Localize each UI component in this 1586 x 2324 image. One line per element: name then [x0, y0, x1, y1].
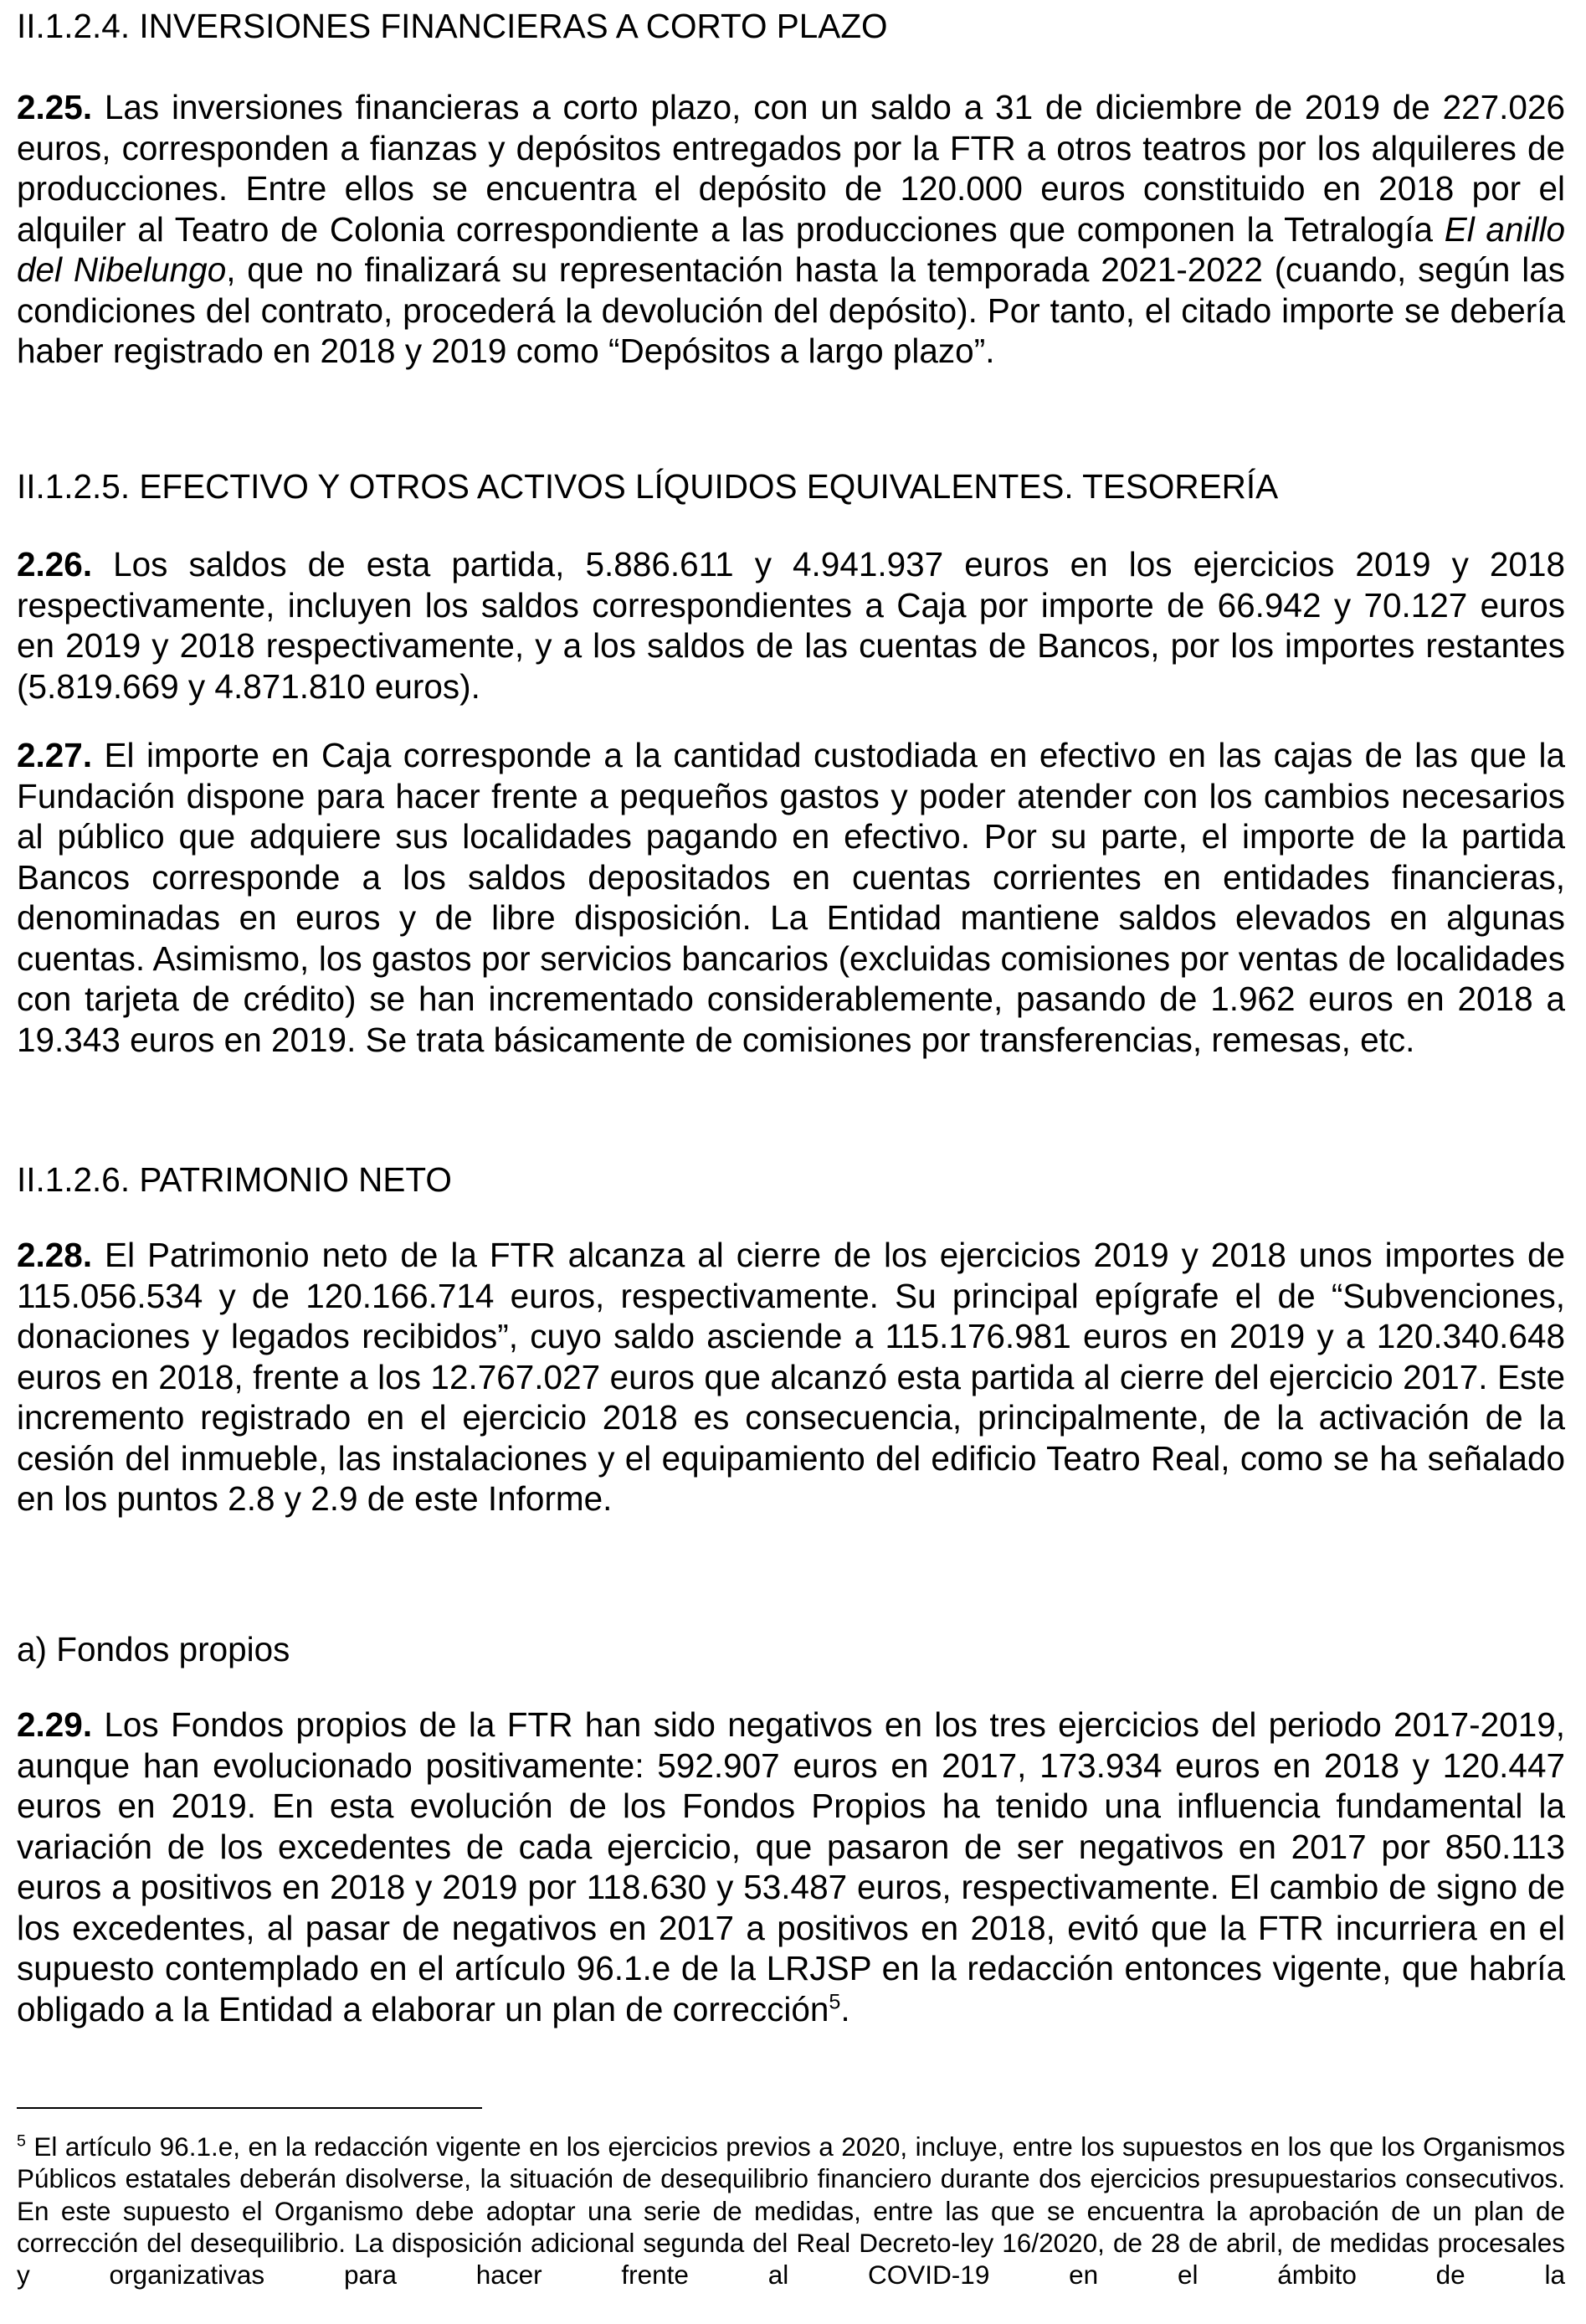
paragraph-2-28: [17, 1235, 1565, 1519]
paragraph-number: 2.25.: [17, 88, 93, 126]
paragraph-text: El importe en Caja corresponde a la cantidad custodiada en efectivo en las cajas de las que la Fundación dispone para hacer frente a pequeños gastos y poder atender con los cambios necesarios al público que adquiere sus localidades pagando en efectivo. Por su parte, el importe de la partida Bancos corresponde a los saldos depositados en cuentas corrientes en entidades financieras, denominadas en euros y de libre disposición. La Entidad mantiene saldos elevados en algunas cuentas. Asimismo, los gastos por servicios bancarios (excluidas comisiones por ventas de localidades con tarjeta de crédito) se han incrementado considerablemente, pasando de 1.962 euros en 2018 a 19.343 euros en 2019. Se trata básicamente de comisiones por transferencias, remesas, etc.: [17, 736, 1565, 1059]
paragraph-number: 2.27.: [17, 736, 93, 774]
paragraph-number: 2.28.: [17, 1236, 93, 1274]
paragraph-2-26: [17, 544, 1565, 707]
paragraph-2-25: [17, 87, 1565, 372]
paragraph-text: , que no finalizará su representación hasta la temporada 2021-2022 (cuando, según las condiciones del contrato, procederá la devolución del depósito). Por tanto, el citado importe se debería haber registrado en 2018 y 2019 como “Depósitos a largo plazo”.: [17, 250, 1566, 370]
paragraph-number: 2.26.: [17, 545, 93, 584]
footnote-mark: 5: [17, 2131, 26, 2151]
heading-efectivo-tesoreria: II.1.2.5. EFECTIVO Y OTROS ACTIVOS LÍQUIDOS EQUIVALENTES. TESORERÍA: [17, 467, 1279, 506]
paragraph-text: Las inversiones financieras a corto plazo, con un saldo a 31 de diciembre de 2019 de 227.026 euros, corresponden a fianzas y depósitos entregados por la FTR a otros teatros por los alquileres de producciones. Entre ellos se encuentra el depósito de 120.000 euros constituido en 2018 por el alquiler al Teatro de Colonia correspondiente a las producciones que componen la Tetralogía: [17, 88, 1565, 249]
footnote-5: [17, 2131, 1565, 2291]
heading-fondos-propios: a) Fondos propios: [17, 1630, 290, 1668]
paragraph-text: El Patrimonio neto de la FTR alcanza al cierre de los ejercicios 2019 y 2018 unos importes de 115.056.534 y de 120.166.714 euros, respectivamente. Su principal epígrafe el de “Subvenciones, donaciones y legados recibidos”, cuyo saldo asciende a 115.176.981 euros en 2019 y a 120.340.648 euros en 2018, frente a los 12.767.027 euros que alcanzó esta partida al cierre del ejercicio 2017. Este incremento registrado en el ejercicio 2018 es consecuencia, principalmente, de la activación de la cesión del inmueble, las instalaciones y el equipamiento del edificio Teatro Real, como se ha señalado en los puntos 2.8 y 2.9 de este Informe.: [17, 1236, 1565, 1518]
paragraph-2-27: [17, 735, 1565, 1060]
paragraph-text: Los Fondos propios de la FTR han sido negativos en los tres ejercicios del periodo 2017-2019, aunque han evolucionado positivamente: 592.907 euros en 2017, 173.934 euros en 2018 y 120.447 euros en 2019. En esta evolución de los Fondos Propios ha tenido una influencia fundamental la variación de los excedentes de cada ejercicio, que pasaron de ser negativos en 2017 por 850.113 euros a positivos en 2018 y 2019 por 118.630 y 53.487 euros, respectivamente. El cambio de signo de los excedentes, al pasar de negativos en 2017 a positivos en 2018, evitó que la FTR incurriera en el supuesto contemplado en el artículo 96.1.e de la LRJSP en la redacción entonces vigente, que habría obligado a la Entidad a elaborar un plan de corrección: [17, 1705, 1565, 2028]
paragraph-2-29: [17, 1704, 1565, 2029]
footnote-text: El artículo 96.1.e, en la redacción vigente en los ejercicios previos a 2020, incluye, entre los supuestos en los que los Organismos Públicos estatales deberán disolverse, la situación de desequilibrio financiero durante dos ejercicios presupuestarios consecutivos. En este supuesto el Organismo debe adoptar una serie de medidas, entre las que se encuentra la aprobación de un plan de corrección del desequilibrio. La disposición adicional segunda del Real Decreto-ley 16/2020, de 28 de abril, de medidas procesales y organizativas para hacer frente al COVID-19 en el ámbito de la: [17, 2131, 1565, 2291]
heading-patrimonio-neto: II.1.2.6. PATRIMONIO NETO: [17, 1160, 452, 1199]
heading-inversiones-financieras: II.1.2.4. INVERSIONES FINANCIERAS A CORTO PLAZO: [17, 7, 888, 45]
paragraph-text: Los saldos de esta partida, 5.886.611 y 4.941.937 euros en los ejercicios 2019 y 2018 respectivamente, incluyen los saldos correspondientes a Caja por importe de 66.942 y 70.127 euros en 2019 y 2018 respectivamente, y a los saldos de las cuentas de Bancos, por los importes restantes (5.819.669 y 4.871.810 euros).: [17, 545, 1565, 706]
italic-title: El anillo del Nibelungo: [17, 209, 1565, 289]
paragraph-end: .: [840, 1989, 850, 2028]
footnote-separator: [17, 2107, 482, 2109]
paragraph-number: 2.29.: [17, 1705, 93, 1744]
footnote-reference[interactable]: 5: [829, 1990, 841, 2013]
